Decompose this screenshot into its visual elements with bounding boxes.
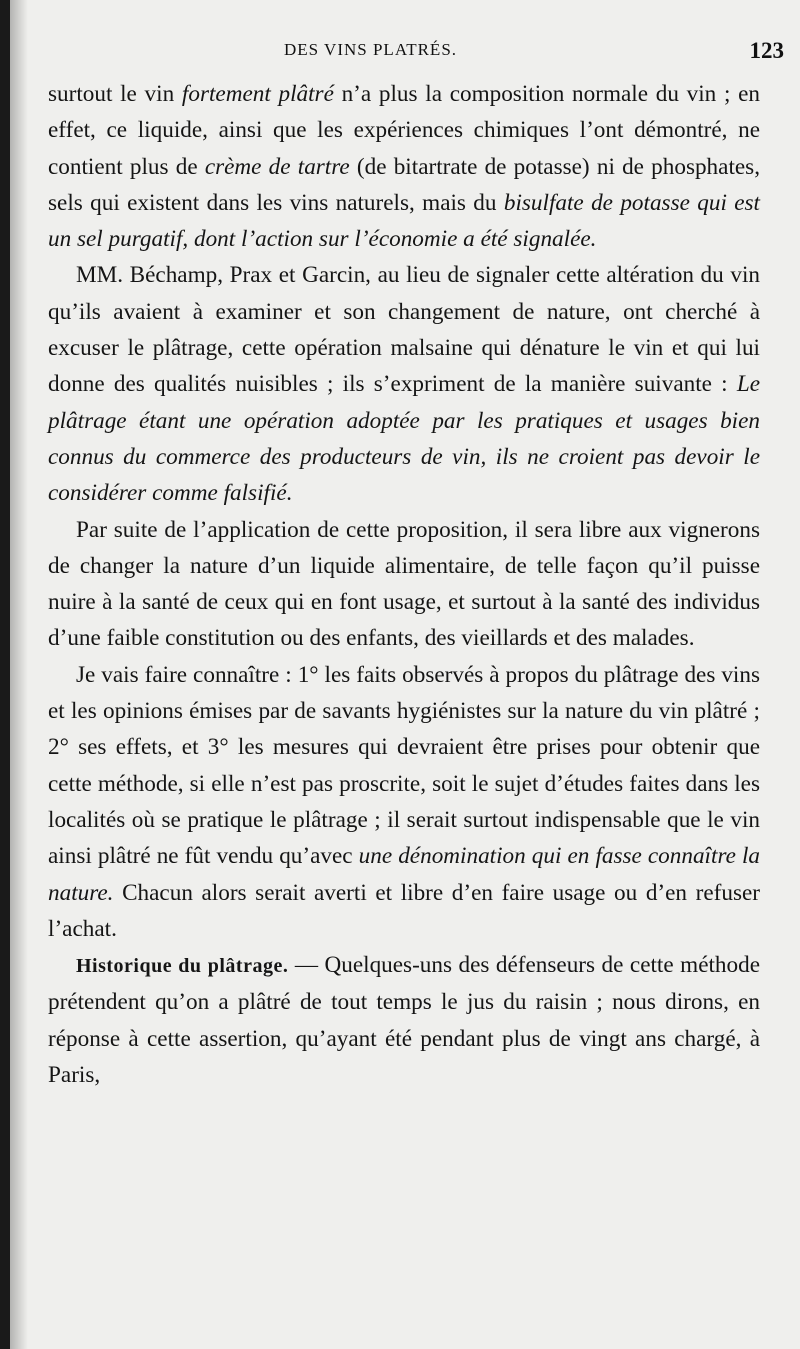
- paragraph-5: [48, 947, 760, 1093]
- running-title: DES VINS PLATRÉS.: [284, 40, 458, 59]
- section-run-in-heading: Historique du plâtrage.: [76, 955, 289, 978]
- text-run: Chacun alors serait averti et libre d’en faire usage ou d’en refuser l’achat.: [48, 879, 760, 942]
- italic-run: une dénomination qui en fasse connaître la nature.: [48, 843, 761, 906]
- paragraph-2: [48, 257, 760, 511]
- paragraph-1: [48, 76, 760, 257]
- text-run: n’a plus la composition normale du vin ; en effet, ce liquide, ainsi que les expériences chimiques l’ont démontré, ne contient plus de: [48, 81, 760, 180]
- page-number: 123: [749, 38, 784, 63]
- text-run: (de bitartrate de potasse) ni de phosphates, sels qui existent dans les vins naturels, mais du: [48, 153, 761, 216]
- text-run: MM. Béchamp, Prax et Garcin, au lieu de signaler cette altération du vin qu’ils avaient à examiner et son changement de nature, ont cherché à excuser le plâtrage, cette opération malsaine qui dénature le vin et qui lui donne des qualités nuisibles ; ils s’expriment de la manière suivante :: [48, 262, 760, 398]
- italic-run: bisulfate de potasse qui est un sel purgatif, dont l’action sur l’économie a été signalée.: [48, 189, 760, 253]
- text-run: — Quelques-uns des défenseurs de cette méthode prétendent qu’on a plâtré de tout temps le jus du raisin ; nous dirons, en réponse à cette assertion, qu’ayant été pendant plus de vingt ans chargé, à Paris,: [48, 952, 760, 1089]
- paragraph-4: [48, 657, 760, 947]
- italic-run: crème de tartre: [204, 153, 350, 180]
- italic-run: fortement plâtré: [181, 81, 334, 107]
- text-run: Par suite de l’application de cette proposition, il sera libre aux vignerons de changer la nature d’un liquide alimentaire, de telle façon qu’il puisse nuire à la santé de ceux qui en font usage, et surtout à la santé des individus d’une faible constitution ou des enfants, des vieillards et des malades.: [48, 516, 760, 652]
- page-header: [10, 38, 800, 74]
- text-run: Je vais faire connaître : 1° les faits observés à propos du plâtrage des vins et les opinions émises par de savants hygiénistes sur la nature du vin plâtré ; 2° ses effets, et 3° les mesures qui devraient être prises pour obtenir que cette méthode, si elle n’est pas proscrite, soit le sujet d’études faites dans les localités où se pratique le plâtrage ; il serait surtout indispensable que le vin ainsi plâtré ne fût vendu qu’avec: [48, 661, 760, 870]
- gutter-shadow: [10, 0, 28, 1349]
- body-text: [48, 76, 760, 1093]
- italic-run: Le plâtrage étant une opération adoptée par les pratiques et usages bien connus du commerce des producteurs de vin, ils ne croient pas devoir le considérer comme falsifié.: [48, 371, 760, 507]
- paragraph-3: [48, 512, 760, 657]
- text-run: surtout le vin: [48, 81, 182, 107]
- book-page: [10, 0, 800, 1349]
